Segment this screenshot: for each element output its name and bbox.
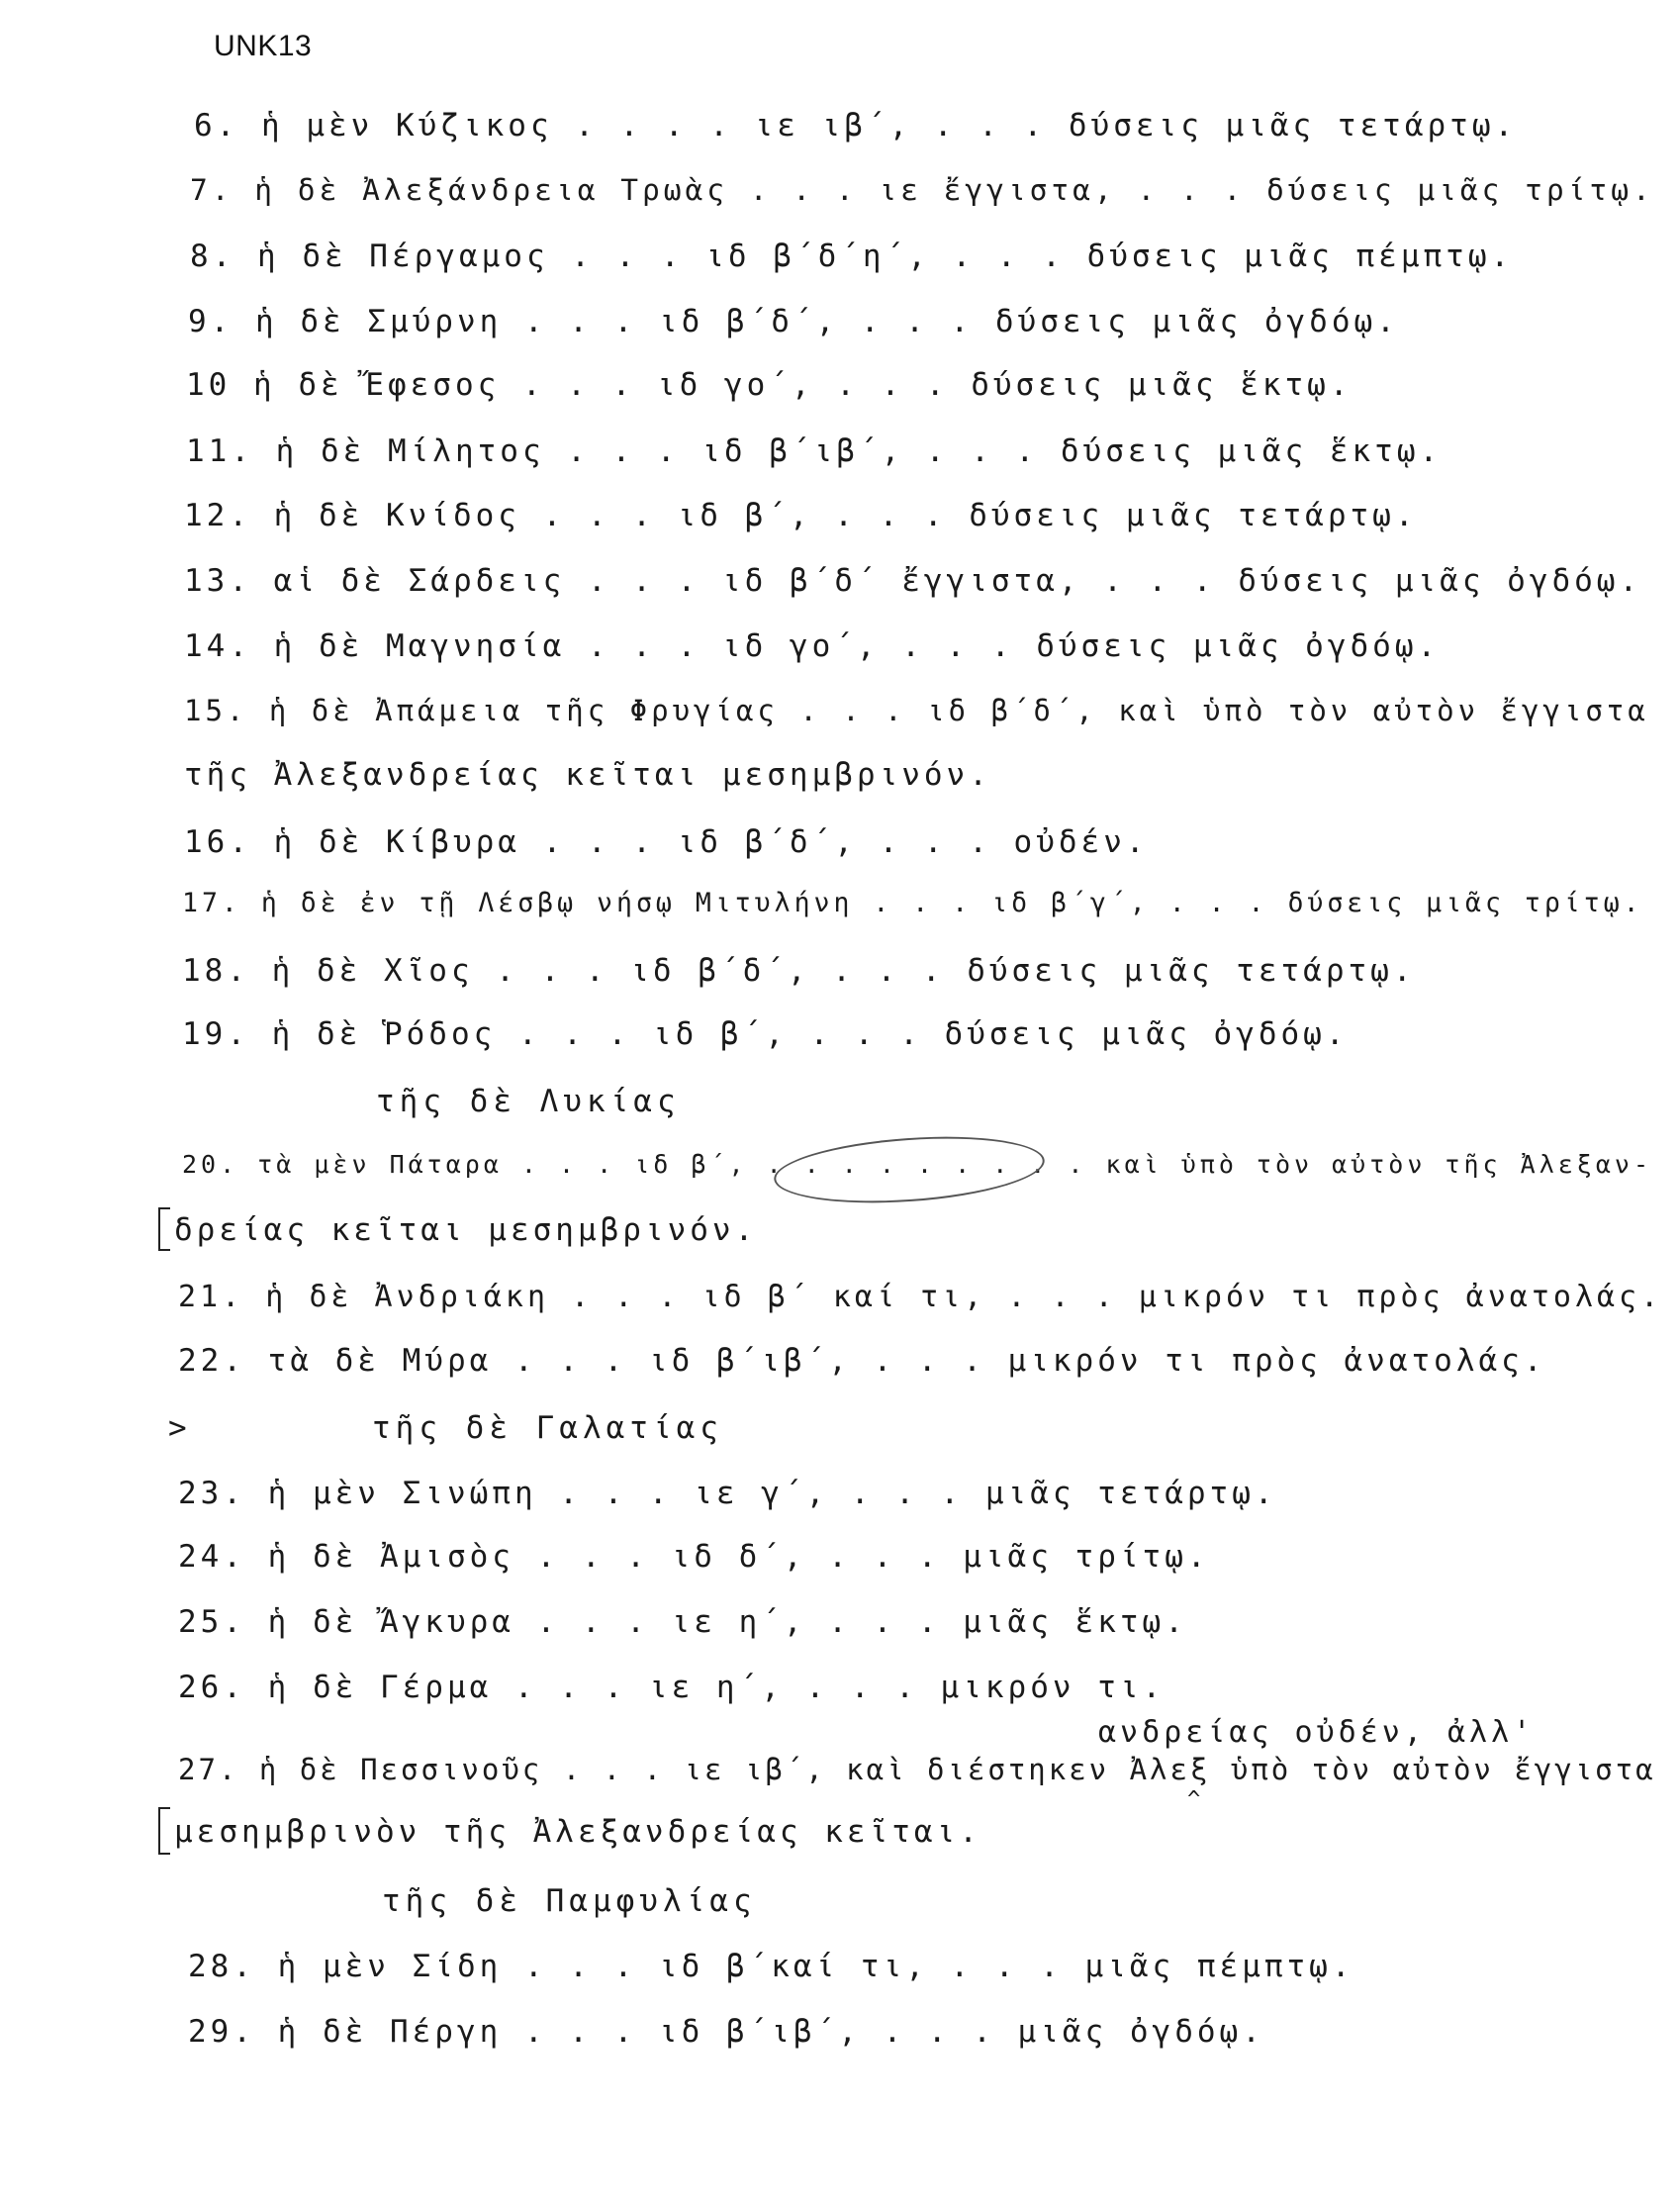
entry-line-16: 16. ἡ δὲ Κίβυρα . . . ιδ β΄δ΄, . . . οὐδέν. (184, 824, 1149, 860)
insertion-caret: ^ (1187, 1787, 1201, 1812)
entry-line-27-cont: μεσημβρινὸν τῆς Ἀλεξανδρείας κεῖται. (174, 1814, 981, 1850)
entry-line-10: 10 ἡ δὲ Ἔφεσος . . . ιδ γο΄, . . . δύσεις μιᾶς ἕκτῳ. (186, 367, 1353, 403)
section-heading-lycia: τῆς δὲ Λυκίας (376, 1084, 681, 1119)
margin-bracket-20 (158, 1207, 170, 1251)
entry-line-12: 12. ἡ δὲ Κνίδος . . . ιδ β΄, . . . δύσεις μιᾶς τετάρτῳ. (184, 498, 1418, 533)
entry-line-17: 17. ἡ δὲ ἐν τῇ Λέσβῳ νήσῳ Μιτυλήνη . . . ιδ β΄γ΄, . . . δύσεις μιᾶς τρίτῳ. (182, 888, 1643, 918)
entry-line-29: 29. ἡ δὲ Πέργη . . . ιδ β΄ιβ΄, . . . μιᾶς ὀγδόῳ. (188, 2014, 1264, 2050)
entry-line-15: 15. ἡ δὲ Ἀπάμεια τῆς Φρυγίας . . . ιδ β΄δ΄, καὶ ὑπὸ τὸν αὐτὸν ἔγγιστα (184, 694, 1649, 727)
section-heading-pamphylia: τῆς δὲ Παμφυλίας (382, 1883, 757, 1919)
entry-line-24: 24. ἡ δὲ Ἀμισὸς . . . ιδ δ΄, . . . μιᾶς τρίτῳ. (178, 1539, 1210, 1575)
entry-line-20-cont: δρείας κεῖται μεσημβρινόν. (174, 1212, 758, 1248)
entry-line-9: 9. ἡ δὲ Σμύρνη . . . ιδ β΄δ΄, . . . δύσεις μιᾶς ὀγδόῳ. (188, 304, 1399, 339)
entry-line-25: 25. ἡ δὲ Ἄγκυρα . . . ιε η΄, . . . μιᾶς ἕκτῳ. (178, 1604, 1187, 1640)
entry-line-26: 26. ἡ δὲ Γέρμα . . . ιε η΄, . . . μικρόν τι. (178, 1670, 1166, 1705)
entry-line-27: 27. ἡ δὲ Πεσσινοῦς . . . ιε ιβ΄, καὶ διέστηκεν Ἀλεξ ὑπὸ τὸν αὐτὸν ἔγγιστα (178, 1753, 1656, 1786)
entry-line-6: 6. ἡ μὲν Κύζικος . . . . ιε ιβ΄, . . . δύσεις μιᾶς τετάρτῳ. (194, 108, 1518, 144)
entry-line-15-cont: τῆς Ἀλεξανδρείας κεῖται μεσημβρινόν. (184, 757, 991, 793)
entry-line-13: 13. αἱ δὲ Σάρδεις . . . ιδ β΄δ΄ ἔγγιστα, . . . δύσεις μιᾶς ὀγδόῳ. (184, 563, 1642, 599)
erased-smudge (772, 1129, 1047, 1211)
interlinear-insertion: ανδρείας οὐδέν, ἀλλ' (1098, 1715, 1536, 1750)
margin-bracket-27 (158, 1807, 170, 1855)
entry-line-7: 7. ἡ δὲ Ἀλεξάνδρεια Τρωὰς . . . ιε ἔγγιστα, . . . δύσεις μιᾶς τρίτῳ. (190, 173, 1654, 207)
entry-line-20: 20. τὰ μὲν Πάταρα . . . ιδ β΄, . . . . . . . . . καὶ ὑπὸ τὸν αὐτὸν τῆς Ἀλεξαν- (182, 1150, 1652, 1179)
section-heading-galatia: τῆς δὲ Γαλατίας (372, 1410, 723, 1446)
entry-line-19: 19. ἡ δὲ Ῥόδος . . . ιδ β΄, . . . δύσεις μιᾶς ὀγδόῳ. (182, 1016, 1349, 1052)
document-id: UNK13 (214, 30, 313, 62)
entry-line-8: 8. ἡ δὲ Πέργαμος . . . ιδ β΄δ΄η΄, . . . δύσεις μιᾶς πέμπτῳ. (190, 239, 1514, 274)
entry-line-14: 14. ἡ δὲ Μαγνησία . . . ιδ γο΄, . . . δύσεις μιᾶς ὀγδόῳ. (184, 628, 1441, 664)
entry-line-21: 21. ἡ δὲ Ἀνδριάκη . . . ιδ β΄ καί τι, . . . μικρόν τι πρὸς ἀνατολάς. (178, 1280, 1663, 1314)
entry-line-22: 22. τὰ δὲ Μύρα . . . ιδ β΄ιβ΄, . . . μικρόν τι πρὸς ἀνατολάς. (178, 1343, 1546, 1379)
margin-mark: > (168, 1410, 191, 1446)
entry-line-11: 11. ἡ δὲ Μίλητος . . . ιδ β΄ιβ΄, . . . δύσεις μιᾶς ἕκτῳ. (186, 433, 1443, 469)
entry-line-18: 18. ἡ δὲ Χῖος . . . ιδ β΄δ΄, . . . δύσεις μιᾶς τετάρτῳ. (182, 953, 1416, 989)
entry-line-28: 28. ἡ μὲν Σίδη . . . ιδ β΄καί τι, . . . μιᾶς πέμπτῳ. (188, 1949, 1354, 1984)
entry-line-23: 23. ἡ μὲν Σινώπη . . . ιε γ΄, . . . μιᾶς τετάρτῳ. (178, 1476, 1277, 1511)
